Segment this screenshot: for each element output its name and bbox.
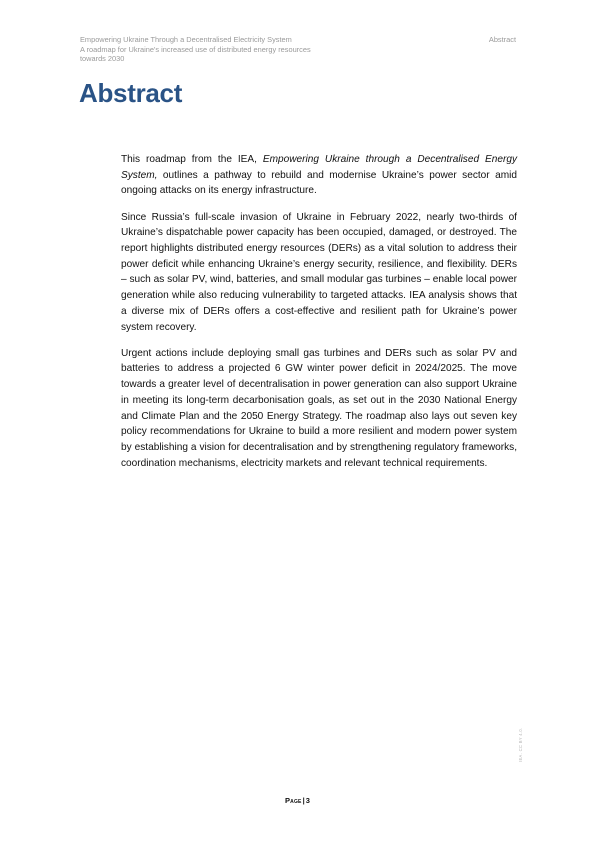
license-note: IEA. CC BY 4.0. (518, 727, 523, 762)
page-number: 3 (305, 796, 311, 805)
page-footer (0, 796, 595, 805)
header-section-name: Abstract (488, 35, 516, 44)
page-title: Abstract (79, 78, 183, 108)
header-report-subtitle: A roadmap for Ukraine's increased use of distributed energy resources towards 2030 (80, 44, 311, 64)
report-name-italic: Empowering Ukraine through a Decentralised Energy System, (121, 154, 517, 181)
abstract-body (121, 152, 517, 482)
running-header (80, 35, 330, 64)
paragraph-context: Since Russia’s full-scale invasion of Ukraine in February 2022, nearly two-thirds of Ukraine’s dispatchable power capacity has been occupied, damaged, or destroyed. The report highlights distributed energy resources (DERs) as a vital solution to address their power deficit while enhancing Ukraine’s energy security, resilience, and flexibility. DERs – such as solar PV, wind, batteries, and small modular gas turbines – enable local power generation while also reducing vulnerability to targeted attacks. IEA analysis shows that a diverse mix of DERs offers a cost-effective and resilient path for Ukraine’s power system recovery. (121, 211, 517, 333)
paragraph-intro-rest: outlines a pathway to rebuild and modernise Ukraine’s power sector amid ongoing attacks on its energy infrastructure. (121, 169, 517, 197)
header-report-title: Empowering Ukraine Through a Decentralised Electricity System (80, 35, 292, 44)
page-label: Page (284, 796, 302, 805)
paragraph-intro (121, 152, 517, 199)
page-separator: | (302, 796, 305, 805)
paragraph-intro-lead: This roadmap from the IEA, (121, 154, 263, 165)
paragraph-actions: Urgent actions include deploying small gas turbines and DERs such as solar PV and batteries to address a projected 6 GW winter power deficit in 2024/2025. The move towards a greater level of decentralisation in power generation can also support Ukraine in meeting its long-term decarbonisation goals, as set out in the 2030 National Energy and Climate Plan and the 2050 Energy Strategy. The roadmap also lays out seven key policy recommendations for Ukraine to build a more resilient and modern power system by establishing a vision for decentralisation and by strengthening regulatory frameworks, coordination mechanisms, electricity markets and relevant technical requirements. (121, 347, 517, 469)
